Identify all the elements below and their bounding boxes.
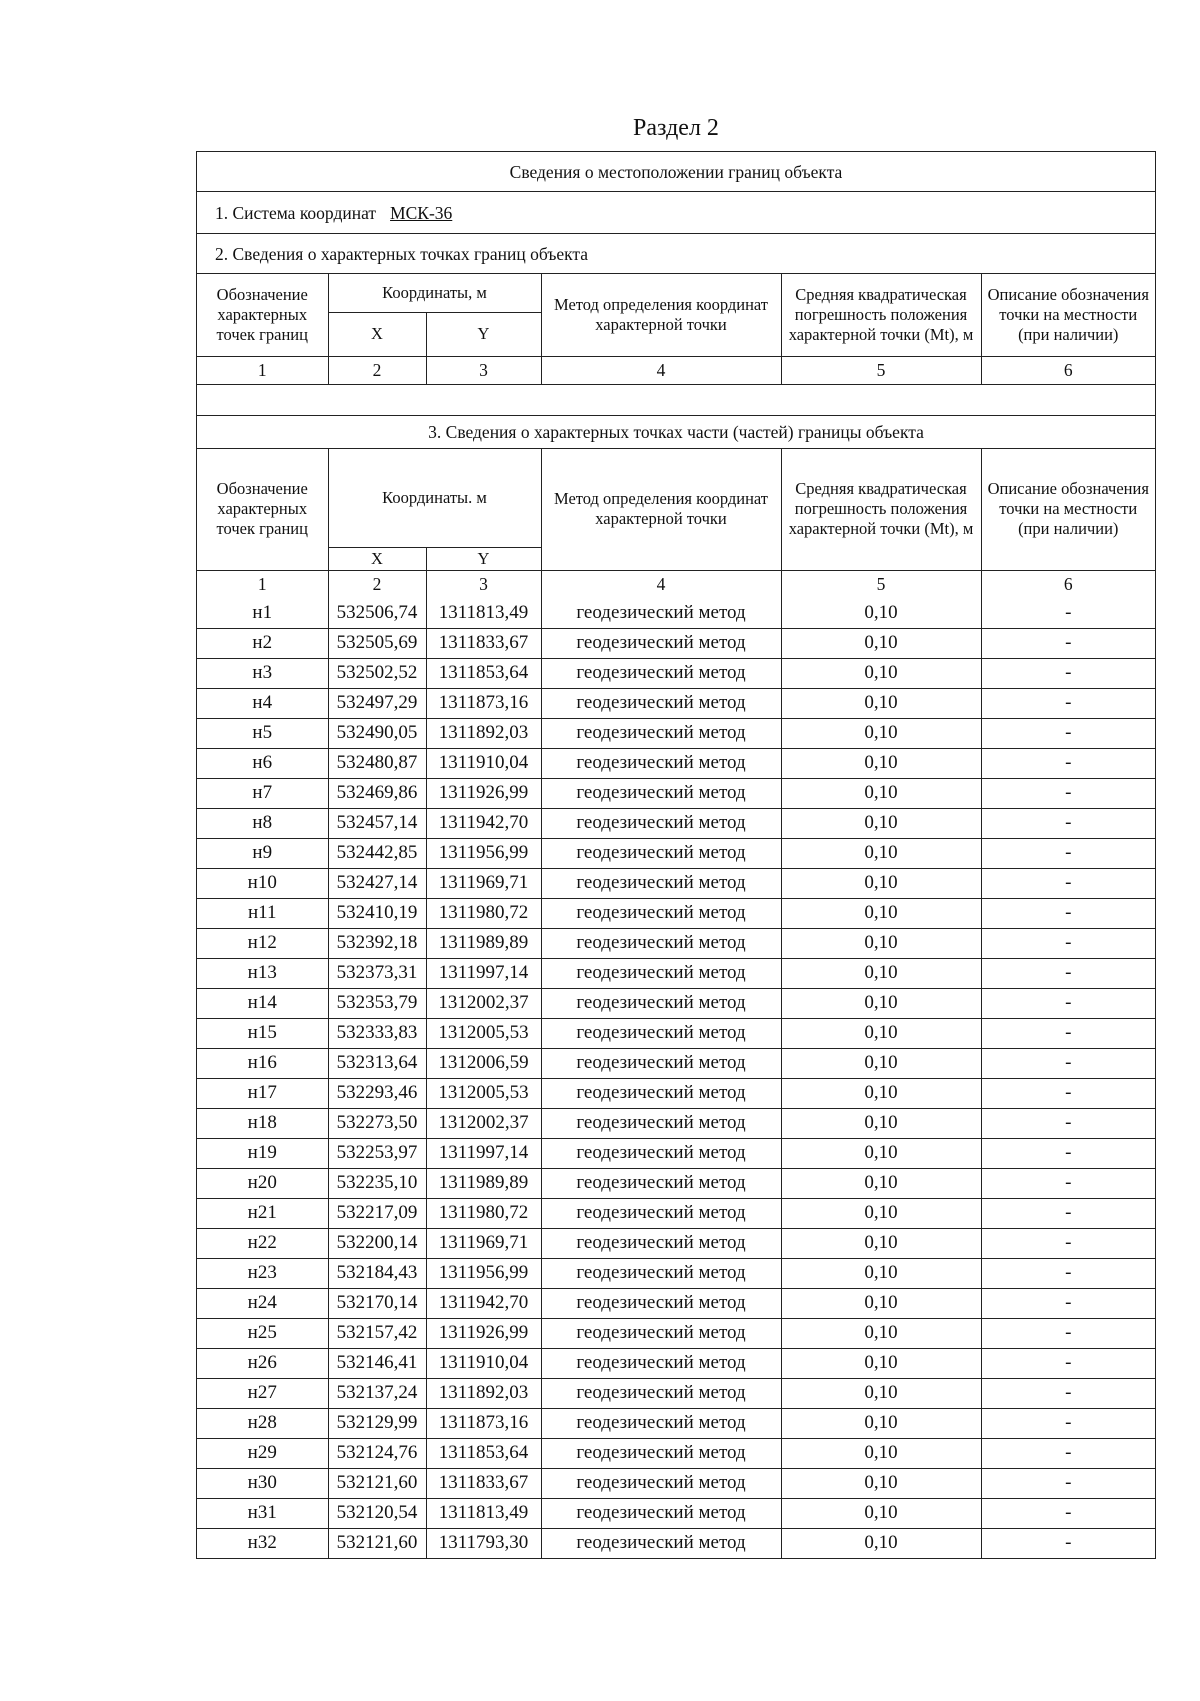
y-cell: 1311969,71 [426, 1228, 541, 1258]
x-cell: 532480,87 [328, 748, 426, 778]
point-cell: н18 [197, 1108, 328, 1138]
point-cell: н11 [197, 898, 328, 928]
error-cell: 0,10 [781, 658, 981, 688]
description-cell: - [981, 1348, 1155, 1378]
description-cell: - [981, 1138, 1155, 1168]
method-cell: геодезический метод [541, 1168, 781, 1198]
method-cell: геодезический метод [541, 1528, 781, 1558]
method-cell: геодезический метод [541, 778, 781, 808]
point-cell: н25 [197, 1318, 328, 1348]
point-cell: н8 [197, 808, 328, 838]
coordinate-system-label: 1. Система координат [215, 203, 377, 223]
description-cell: - [981, 1258, 1155, 1288]
y-cell: 1311989,89 [426, 1168, 541, 1198]
description-cell: - [981, 658, 1155, 688]
method-cell: геодезический метод [541, 988, 781, 1018]
table-row [197, 1138, 1155, 1168]
method-cell: геодезический метод [541, 1138, 781, 1168]
description-cell: - [981, 1168, 1155, 1198]
description-cell: - [981, 1498, 1155, 1528]
table-row [197, 1318, 1155, 1348]
column-number: 5 [781, 356, 981, 384]
x-cell: 532184,43 [328, 1258, 426, 1288]
section3-table-wrap [197, 449, 1155, 1558]
error-cell: 0,10 [781, 1528, 981, 1558]
description-cell: - [981, 598, 1155, 628]
error-cell: 0,10 [781, 1198, 981, 1228]
section2-table [197, 274, 1155, 384]
x-cell: 532121,60 [328, 1528, 426, 1558]
empty-row [197, 385, 1155, 416]
header-point: Обозначение характерных точек границ [197, 274, 328, 356]
x-cell: 532410,19 [328, 898, 426, 928]
table-row [197, 988, 1155, 1018]
method-cell: геодезический метод [541, 1048, 781, 1078]
table-row [197, 1258, 1155, 1288]
x-cell: 532146,41 [328, 1348, 426, 1378]
table-row [197, 1108, 1155, 1138]
y-cell: 1311873,16 [426, 1408, 541, 1438]
header-error: Средняя квадратическая погрешность положения характерной точки (Mt), м [781, 274, 981, 356]
method-cell: геодезический метод [541, 838, 781, 868]
boundary-info-table [196, 151, 1156, 1559]
table-row [197, 1228, 1155, 1258]
x-cell: 532273,50 [328, 1108, 426, 1138]
method-cell: геодезический метод [541, 1288, 781, 1318]
point-cell: н24 [197, 1288, 328, 1318]
table-row [197, 808, 1155, 838]
y-cell: 1311989,89 [426, 928, 541, 958]
error-cell: 0,10 [781, 1108, 981, 1138]
y-cell: 1311813,49 [426, 1498, 541, 1528]
description-cell: - [981, 1288, 1155, 1318]
point-cell: н29 [197, 1438, 328, 1468]
header-description: Описание обозначения точки на местности (при наличии) [981, 449, 1155, 570]
table-row [197, 1378, 1155, 1408]
error-cell: 0,10 [781, 1078, 981, 1108]
method-cell: геодезический метод [541, 1498, 781, 1528]
x-cell: 532217,09 [328, 1198, 426, 1228]
method-cell: геодезический метод [541, 1228, 781, 1258]
table-row [197, 838, 1155, 868]
table-row [197, 1408, 1155, 1438]
method-cell: геодезический метод [541, 898, 781, 928]
x-cell: 532490,05 [328, 718, 426, 748]
section2-title: 2. Сведения о характерных точках границ объекта [197, 234, 1155, 274]
method-cell: геодезический метод [541, 628, 781, 658]
y-cell: 1312006,59 [426, 1048, 541, 1078]
point-cell: н17 [197, 1078, 328, 1108]
error-cell: 0,10 [781, 718, 981, 748]
table-row [197, 1348, 1155, 1378]
description-cell: - [981, 868, 1155, 898]
method-cell: геодезический метод [541, 1108, 781, 1138]
point-cell: н7 [197, 778, 328, 808]
point-cell: н32 [197, 1528, 328, 1558]
error-cell: 0,10 [781, 1018, 981, 1048]
error-cell: 0,10 [781, 628, 981, 658]
y-cell: 1311853,64 [426, 658, 541, 688]
column-number: 4 [541, 570, 781, 598]
description-cell: - [981, 688, 1155, 718]
column-number: 1 [197, 570, 328, 598]
error-cell: 0,10 [781, 1468, 981, 1498]
description-cell: - [981, 1528, 1155, 1558]
description-cell: - [981, 1468, 1155, 1498]
error-cell: 0,10 [781, 598, 981, 628]
method-cell: геодезический метод [541, 1378, 781, 1408]
error-cell: 0,10 [781, 778, 981, 808]
table-row [197, 1018, 1155, 1048]
y-cell: 1311980,72 [426, 1198, 541, 1228]
point-cell: н10 [197, 868, 328, 898]
error-cell: 0,10 [781, 868, 981, 898]
header-x: X [328, 547, 426, 570]
table-row [197, 1168, 1155, 1198]
x-cell: 532373,31 [328, 958, 426, 988]
point-cell: н14 [197, 988, 328, 1018]
coordinate-system-row [197, 192, 1155, 234]
column-number: 3 [426, 356, 541, 384]
point-cell: н22 [197, 1228, 328, 1258]
point-cell: н5 [197, 718, 328, 748]
error-cell: 0,10 [781, 838, 981, 868]
error-cell: 0,10 [781, 1138, 981, 1168]
x-cell: 532313,64 [328, 1048, 426, 1078]
column-number: 3 [426, 570, 541, 598]
table-row [197, 1498, 1155, 1528]
description-cell: - [981, 1048, 1155, 1078]
point-cell: н23 [197, 1258, 328, 1288]
table-row [197, 1048, 1155, 1078]
x-cell: 532353,79 [328, 988, 426, 1018]
point-cell: н3 [197, 658, 328, 688]
method-cell: геодезический метод [541, 1018, 781, 1048]
table-row [197, 1438, 1155, 1468]
y-cell: 1311980,72 [426, 898, 541, 928]
table-row [197, 658, 1155, 688]
point-cell: н9 [197, 838, 328, 868]
point-cell: н28 [197, 1408, 328, 1438]
header-description: Описание обозначения точки на местности (при наличии) [981, 274, 1155, 356]
table-row [197, 1528, 1155, 1558]
point-cell: н30 [197, 1468, 328, 1498]
column-number: 6 [981, 356, 1155, 384]
error-cell: 0,10 [781, 1438, 981, 1468]
column-number: 2 [328, 356, 426, 384]
column-number: 6 [981, 570, 1155, 598]
x-cell: 532469,86 [328, 778, 426, 808]
table-row [197, 1468, 1155, 1498]
x-cell: 532392,18 [328, 928, 426, 958]
point-cell: н15 [197, 1018, 328, 1048]
header-method: Метод определения координат характерной точки [541, 449, 781, 570]
y-cell: 1311910,04 [426, 748, 541, 778]
description-cell: - [981, 1198, 1155, 1228]
y-cell: 1311942,70 [426, 808, 541, 838]
x-cell: 532235,10 [328, 1168, 426, 1198]
error-cell: 0,10 [781, 1348, 981, 1378]
table-row [197, 748, 1155, 778]
x-cell: 532505,69 [328, 628, 426, 658]
table-row [197, 1288, 1155, 1318]
y-cell: 1311793,30 [426, 1528, 541, 1558]
y-cell: 1312005,53 [426, 1078, 541, 1108]
section3-title: 3. Сведения о характерных точках части (частей) границы объекта [197, 416, 1155, 449]
x-cell: 532124,76 [328, 1438, 426, 1468]
error-cell: 0,10 [781, 808, 981, 838]
method-cell: геодезический метод [541, 1438, 781, 1468]
description-cell: - [981, 1408, 1155, 1438]
description-cell: - [981, 838, 1155, 868]
point-cell: н21 [197, 1198, 328, 1228]
method-cell: геодезический метод [541, 718, 781, 748]
column-number: 1 [197, 356, 328, 384]
x-cell: 532293,46 [328, 1078, 426, 1108]
y-cell: 1311833,67 [426, 1468, 541, 1498]
description-cell: - [981, 748, 1155, 778]
column-number: 5 [781, 570, 981, 598]
method-cell: геодезический метод [541, 688, 781, 718]
method-cell: геодезический метод [541, 1078, 781, 1108]
error-cell: 0,10 [781, 1048, 981, 1078]
point-cell: н31 [197, 1498, 328, 1528]
data-rows [197, 598, 1155, 1558]
x-cell: 532157,42 [328, 1318, 426, 1348]
point-cell: н6 [197, 748, 328, 778]
description-cell: - [981, 778, 1155, 808]
description-cell: - [981, 928, 1155, 958]
y-cell: 1311813,49 [426, 598, 541, 628]
y-cell: 1311997,14 [426, 958, 541, 988]
method-cell: геодезический метод [541, 658, 781, 688]
method-cell: геодезический метод [541, 598, 781, 628]
table-row [197, 628, 1155, 658]
point-cell: н4 [197, 688, 328, 718]
error-cell: 0,10 [781, 1288, 981, 1318]
header-method: Метод определения координат характерной точки [541, 274, 781, 356]
method-cell: геодезический метод [541, 1348, 781, 1378]
description-cell: - [981, 1228, 1155, 1258]
point-cell: н19 [197, 1138, 328, 1168]
table-row [197, 1078, 1155, 1108]
table-row [197, 1198, 1155, 1228]
description-cell: - [981, 1318, 1155, 1348]
x-cell: 532497,29 [328, 688, 426, 718]
header-y: Y [426, 547, 541, 570]
description-cell: - [981, 628, 1155, 658]
method-cell: геодезический метод [541, 748, 781, 778]
y-cell: 1311942,70 [426, 1288, 541, 1318]
x-cell: 532253,97 [328, 1138, 426, 1168]
y-cell: 1312002,37 [426, 988, 541, 1018]
table-row [197, 598, 1155, 628]
point-cell: н13 [197, 958, 328, 988]
y-cell: 1312002,37 [426, 1108, 541, 1138]
method-cell: геодезический метод [541, 808, 781, 838]
error-cell: 0,10 [781, 1498, 981, 1528]
method-cell: геодезический метод [541, 958, 781, 988]
error-cell: 0,10 [781, 688, 981, 718]
y-cell: 1311956,99 [426, 1258, 541, 1288]
y-cell: 1311956,99 [426, 838, 541, 868]
error-cell: 0,10 [781, 1258, 981, 1288]
point-cell: н27 [197, 1378, 328, 1408]
y-cell: 1311910,04 [426, 1348, 541, 1378]
error-cell: 0,10 [781, 958, 981, 988]
x-cell: 532137,24 [328, 1378, 426, 1408]
error-cell: 0,10 [781, 1318, 981, 1348]
method-cell: геодезический метод [541, 1318, 781, 1348]
description-cell: - [981, 808, 1155, 838]
description-cell: - [981, 1378, 1155, 1408]
method-cell: геодезический метод [541, 1408, 781, 1438]
error-cell: 0,10 [781, 1228, 981, 1258]
y-cell: 1311892,03 [426, 718, 541, 748]
table-row [197, 898, 1155, 928]
error-cell: 0,10 [781, 748, 981, 778]
description-cell: - [981, 1108, 1155, 1138]
y-cell: 1311926,99 [426, 778, 541, 808]
method-cell: геодезический метод [541, 1468, 781, 1498]
y-cell: 1311853,64 [426, 1438, 541, 1468]
section3-table [197, 449, 1155, 1558]
x-cell: 532170,14 [328, 1288, 426, 1318]
description-cell: - [981, 988, 1155, 1018]
y-cell: 1311997,14 [426, 1138, 541, 1168]
method-cell: геодезический метод [541, 928, 781, 958]
description-cell: - [981, 1438, 1155, 1468]
table-row [197, 958, 1155, 988]
description-cell: - [981, 958, 1155, 988]
header-x: X [328, 312, 426, 356]
header-point: Обозначение характерных точек границ [197, 449, 328, 570]
method-cell: геодезический метод [541, 1198, 781, 1228]
description-cell: - [981, 898, 1155, 928]
point-cell: н20 [197, 1168, 328, 1198]
method-cell: геодезический метод [541, 868, 781, 898]
column-number: 4 [541, 356, 781, 384]
section2-table-wrap [197, 274, 1155, 385]
description-cell: - [981, 1078, 1155, 1108]
y-cell: 1311873,16 [426, 688, 541, 718]
description-cell: - [981, 718, 1155, 748]
header-coords: Координаты. м [328, 449, 541, 547]
description-cell: - [981, 1018, 1155, 1048]
x-cell: 532427,14 [328, 868, 426, 898]
x-cell: 532200,14 [328, 1228, 426, 1258]
page-title: Раздел 2 [633, 115, 719, 141]
x-cell: 532129,99 [328, 1408, 426, 1438]
table-row [197, 778, 1155, 808]
error-cell: 0,10 [781, 988, 981, 1018]
table-title: Сведения о местоположении границ объекта [197, 152, 1155, 192]
y-cell: 1312005,53 [426, 1018, 541, 1048]
y-cell: 1311926,99 [426, 1318, 541, 1348]
point-cell: н1 [197, 598, 328, 628]
point-cell: н12 [197, 928, 328, 958]
y-cell: 1311969,71 [426, 868, 541, 898]
error-cell: 0,10 [781, 928, 981, 958]
x-cell: 532121,60 [328, 1468, 426, 1498]
header-coords: Координаты, м [328, 274, 541, 312]
error-cell: 0,10 [781, 1168, 981, 1198]
error-cell: 0,10 [781, 1378, 981, 1408]
error-cell: 0,10 [781, 898, 981, 928]
method-cell: геодезический метод [541, 1258, 781, 1288]
table-row [197, 868, 1155, 898]
point-cell: н2 [197, 628, 328, 658]
x-cell: 532442,85 [328, 838, 426, 868]
point-cell: н26 [197, 1348, 328, 1378]
column-number: 2 [328, 570, 426, 598]
y-cell: 1311833,67 [426, 628, 541, 658]
error-cell: 0,10 [781, 1408, 981, 1438]
x-cell: 532502,52 [328, 658, 426, 688]
y-cell: 1311892,03 [426, 1378, 541, 1408]
point-cell: н16 [197, 1048, 328, 1078]
table-row [197, 718, 1155, 748]
header-y: Y [426, 312, 541, 356]
x-cell: 532120,54 [328, 1498, 426, 1528]
table-row [197, 928, 1155, 958]
x-cell: 532457,14 [328, 808, 426, 838]
x-cell: 532506,74 [328, 598, 426, 628]
header-error: Средняя квадратическая погрешность положения характерной точки (Mt), м [781, 449, 981, 570]
x-cell: 532333,83 [328, 1018, 426, 1048]
coordinate-system-value: МСК-36 [390, 203, 453, 223]
table-row [197, 688, 1155, 718]
